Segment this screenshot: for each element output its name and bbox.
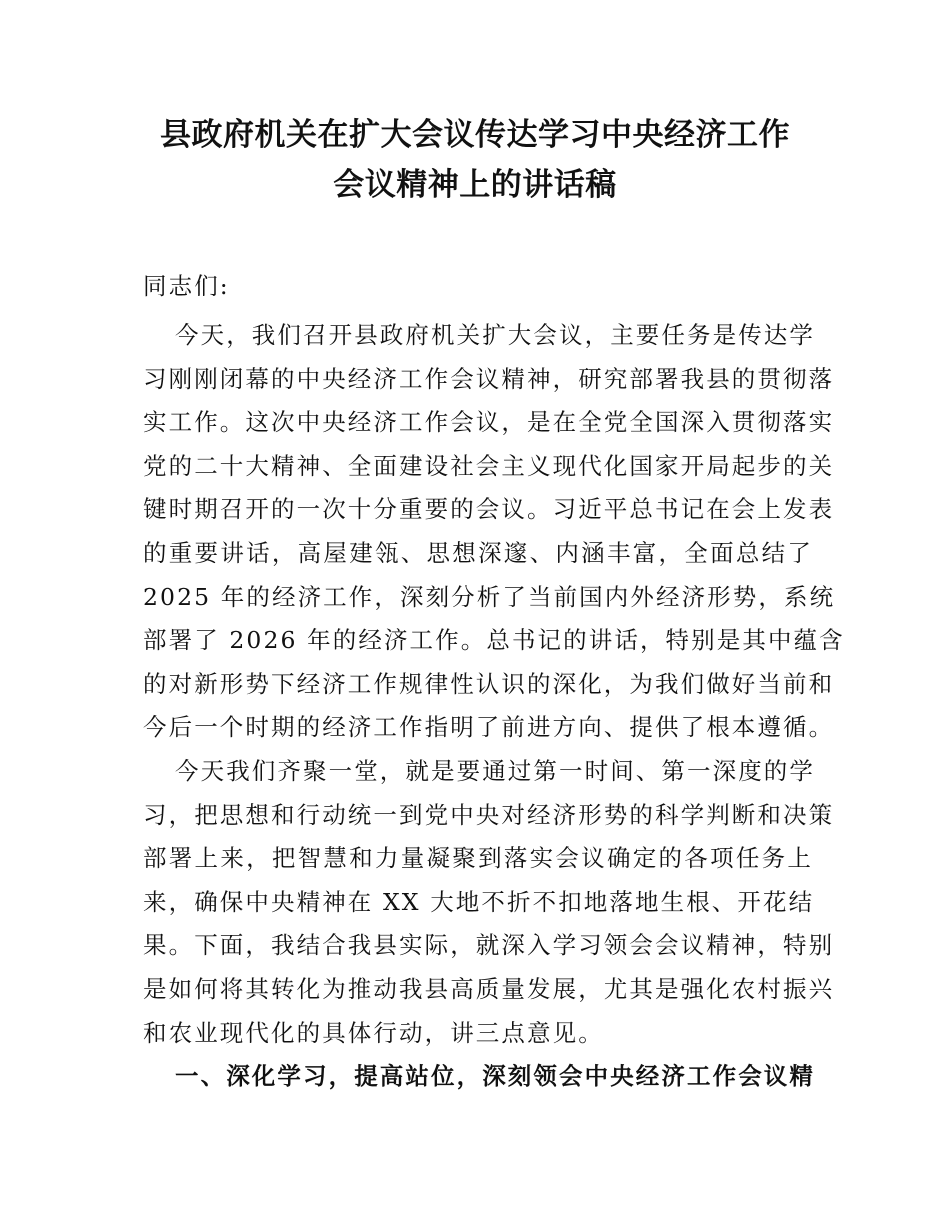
paragraph-line: 今后一个时期的经济工作指明了前进方向、提供了根本遵循。 xyxy=(143,713,835,742)
title-line-1: 县政府机关在扩大会议传达学习中央经济工作 xyxy=(160,117,790,153)
paragraph-line: 果。下面，我结合我县实际，就深入学习领会会议精神，特别 xyxy=(143,931,835,960)
paragraph-line: 党的二十大精神、全面建设社会主义现代化国家开局起步的关 xyxy=(143,451,835,480)
document-body xyxy=(143,265,845,1099)
paragraph-line: 习刚刚闭幕的中央经济工作会议精神，研究部署我县的贯彻落 xyxy=(143,364,835,393)
paragraph-line: 和农业现代化的具体行动，讲三点意见。 xyxy=(143,1018,604,1047)
paragraph-line: 部署了 2026 年的经济工作。总书记的讲话，特别是其中蕴含 xyxy=(143,626,845,655)
paragraph-line: 2025 年的经济工作，深刻分析了当前国内外经济形势，系统 xyxy=(143,582,836,611)
salutation: 同志们: xyxy=(143,272,230,300)
paragraph-line: 部署上来，把智慧和力量凝聚到落实会议确定的各项任务上 xyxy=(143,844,813,873)
paragraph-2 xyxy=(143,750,835,1055)
document-title xyxy=(100,110,850,210)
paragraph-line: 来，确保中央精神在 XX 大地不折不扣地落地生根、开花结 xyxy=(143,887,815,916)
paragraph-line: 今天，我们召开县政府机关扩大会议，主要任务是传达学 xyxy=(175,321,815,349)
paragraph-line: 今天我们齐聚一堂，就是要通过第一时间、第一深度的学 xyxy=(175,756,815,785)
section-heading-text: 一、深化学习，提高站位，深刻领会中央经济工作会议精 xyxy=(175,1062,815,1091)
title-line-2: 会议精神上的讲话稿 xyxy=(333,167,617,203)
paragraph-line: 键时期召开的一次十分重要的会议。习近平总书记在会上发表 xyxy=(143,495,835,524)
section-heading xyxy=(143,1055,813,1099)
paragraph-line: 实工作。这次中央经济工作会议，是在全党全国深入贯彻落实 xyxy=(143,408,835,437)
paragraph-line: 的重要讲话，高屋建瓴、思想深邃、内涵丰富，全面总结了 xyxy=(143,538,813,567)
paragraph-line: 习，把思想和行动统一到党中央对经济形势的科学判断和决策 xyxy=(143,800,835,829)
paragraph-1 xyxy=(143,314,845,750)
paragraph-line: 的对新形势下经济工作规律性认识的深化，为我们做好当前和 xyxy=(143,669,835,698)
paragraph-line: 是如何将其转化为推动我县高质量发展，尤其是强化农村振兴 xyxy=(143,974,835,1003)
